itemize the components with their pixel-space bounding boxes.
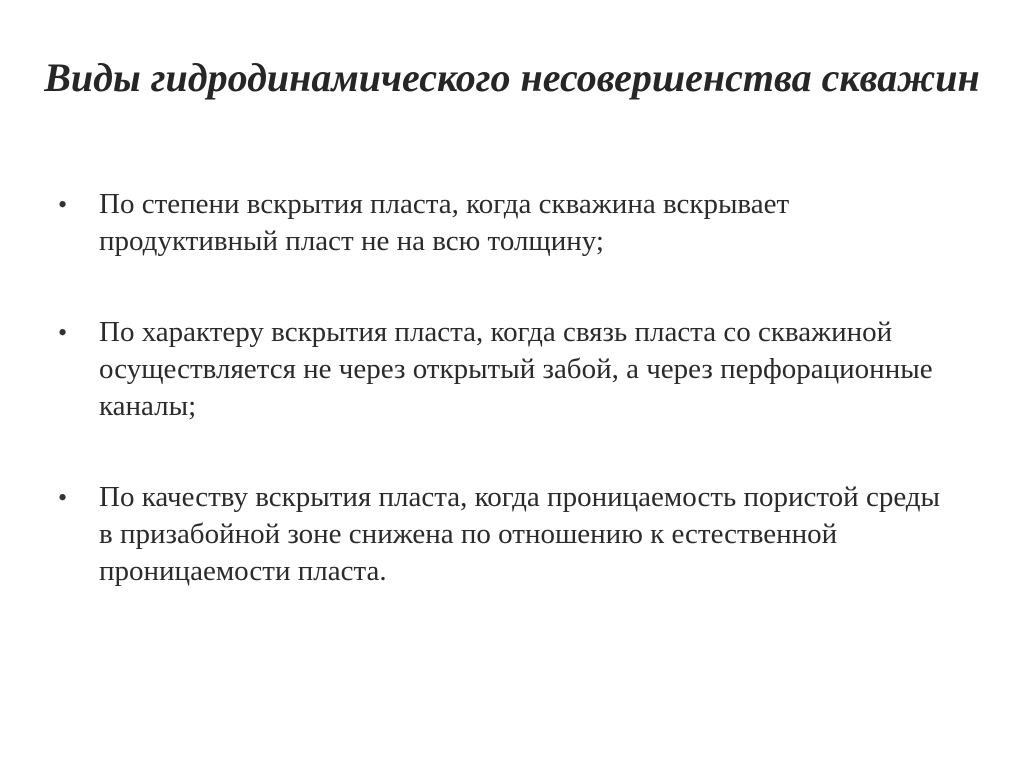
bullet-icon: • bbox=[58, 318, 68, 347]
bullet-item-opening-character bbox=[58, 314, 958, 425]
bullet-icon: • bbox=[58, 483, 68, 512]
bullet-list bbox=[58, 186, 958, 590]
slide-title: Виды гидродинамического несовершенства скважин bbox=[44, 55, 980, 100]
bullet-icon: • bbox=[58, 190, 68, 219]
bullet-text: По степени вскрытия пласта, когда скважина вскрывает продуктивный пласт не на всю толщину; bbox=[99, 188, 790, 257]
bullet-item-opening-quality bbox=[58, 479, 958, 590]
bullet-text: По характеру вскрытия пласта, когда связь пласта со скважиной осуществляется не через открытый забой, а через перфорационные каналы; bbox=[99, 316, 933, 422]
bullet-text: По качеству вскрытия пласта, когда проницаемость пористой среды в призабойной зоне снижена по отношению к естественной проницаемости пласта. bbox=[99, 481, 941, 587]
bullet-item-opening-degree bbox=[58, 186, 958, 260]
